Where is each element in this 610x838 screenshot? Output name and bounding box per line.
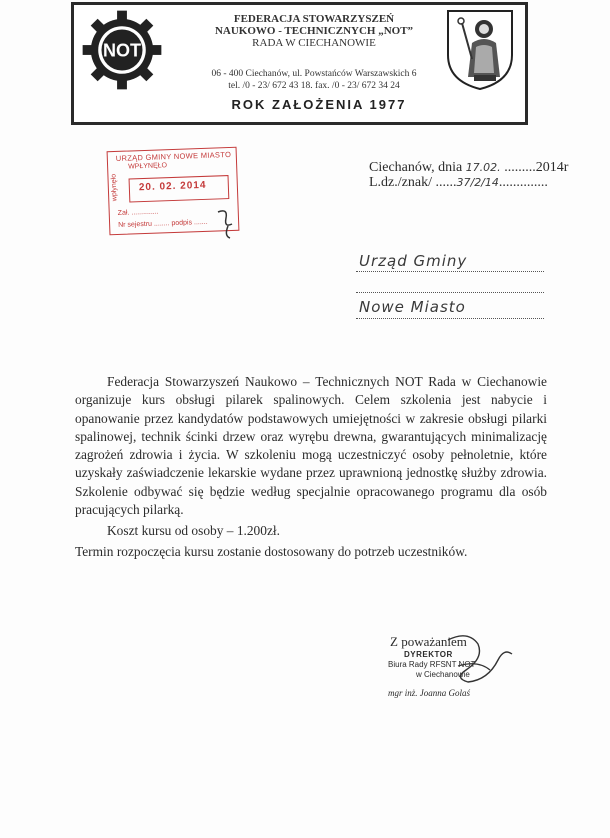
ciechanow-coat-of-arms-icon <box>446 9 514 91</box>
body-cost: Koszt kursu od osoby – 1.200zł. <box>107 523 280 539</box>
org-address: 06 - 400 Ciechanów, ul. Powstańców Warszawskich 6 <box>211 69 417 79</box>
org-name-line3: RADA W CIECHANOWIE <box>252 37 376 49</box>
sign-name: mgr inż. Joanna Golaś <box>388 688 471 698</box>
handwritten-initial-mark <box>212 204 248 240</box>
sign-city: w Ciechanowie <box>416 670 470 679</box>
body-paragraph-1: Federacja Stowarzyszeń Naukowo – Technicznych NOT Rada w Ciechanowie organizuje kurs obsługi pilarek spalinowych. Celem szkolenia jest nabycie i opanowanie przez kandydatów podstawowych umiejętności w zakresie obsługi pilarki spalinowej, technik ścinki drzew oraz wyrębu drewna, gwarantujących minimalizację zagrożeń zdrowia i życia. W szkoleniu mogą uczestniczyć osoby pełnoletnie, które uzyskały zaświadczenie lekarskie wydane przez uprawnioną jednostkę służby zdrowia. Szkolenie odbywać się będzie według specjalnie opracowanego programu dla osób pracujących pilarką. <box>75 374 547 518</box>
recipient-line2: Nowe Miasto <box>359 298 466 316</box>
sign-office: Biura Rady RFSNT NOT <box>388 660 476 669</box>
handwritten-signature <box>418 630 518 690</box>
stamp-sub: WPŁYNĘŁO <box>128 162 168 171</box>
sign-greeting: Z poważaniem <box>390 634 467 649</box>
signature-block <box>378 630 518 700</box>
stamp-attachments: Zał. .............. <box>117 208 159 217</box>
ref-handwritten: 37/2/14 <box>456 176 499 189</box>
reference-number: L.dz./znak/ ......37/2/14.............. <box>369 175 548 190</box>
recipient-dotline1 <box>356 271 544 272</box>
letter-body <box>75 373 547 561</box>
not-gear-logo <box>81 9 163 91</box>
stamp-header: URZĄD GMINY NOWE MIASTO <box>115 149 232 163</box>
sign-title: DYREKTOR <box>404 650 453 659</box>
letterhead <box>71 2 528 125</box>
org-phones: tel. /0 - 23/ 672 43 18. fax. /0 - 23/ 672 34 24 <box>228 81 400 91</box>
stamp-date: 20. 02. 2014 <box>138 179 207 194</box>
stamp-register: Nr sejestru ........ podpis ....... <box>118 218 208 229</box>
stamp-side-label: wpłynęło <box>110 173 119 202</box>
logo-text: NOT <box>102 40 142 61</box>
date-handwritten: 17.02. <box>465 161 501 174</box>
recipient-dotline2 <box>356 292 544 293</box>
org-name-line1: FEDERACJA STOWARZYSZEŃ <box>233 13 395 25</box>
recipient-dotline3 <box>356 318 544 319</box>
founded-year: ROK ZAŁOŻENIA 1977 <box>231 97 407 112</box>
body-term: Termin rozpoczęcia kursu zostanie dostosowany do potrzeb uczestników. <box>75 543 468 559</box>
org-name-line2: NAUKOWO - TECHNICZNYCH „NOT” <box>214 25 414 37</box>
letter-date: Ciechanów, dnia 17.02. .........2014r <box>369 160 569 175</box>
recipient-line1: Urząd Gminy <box>359 252 468 270</box>
